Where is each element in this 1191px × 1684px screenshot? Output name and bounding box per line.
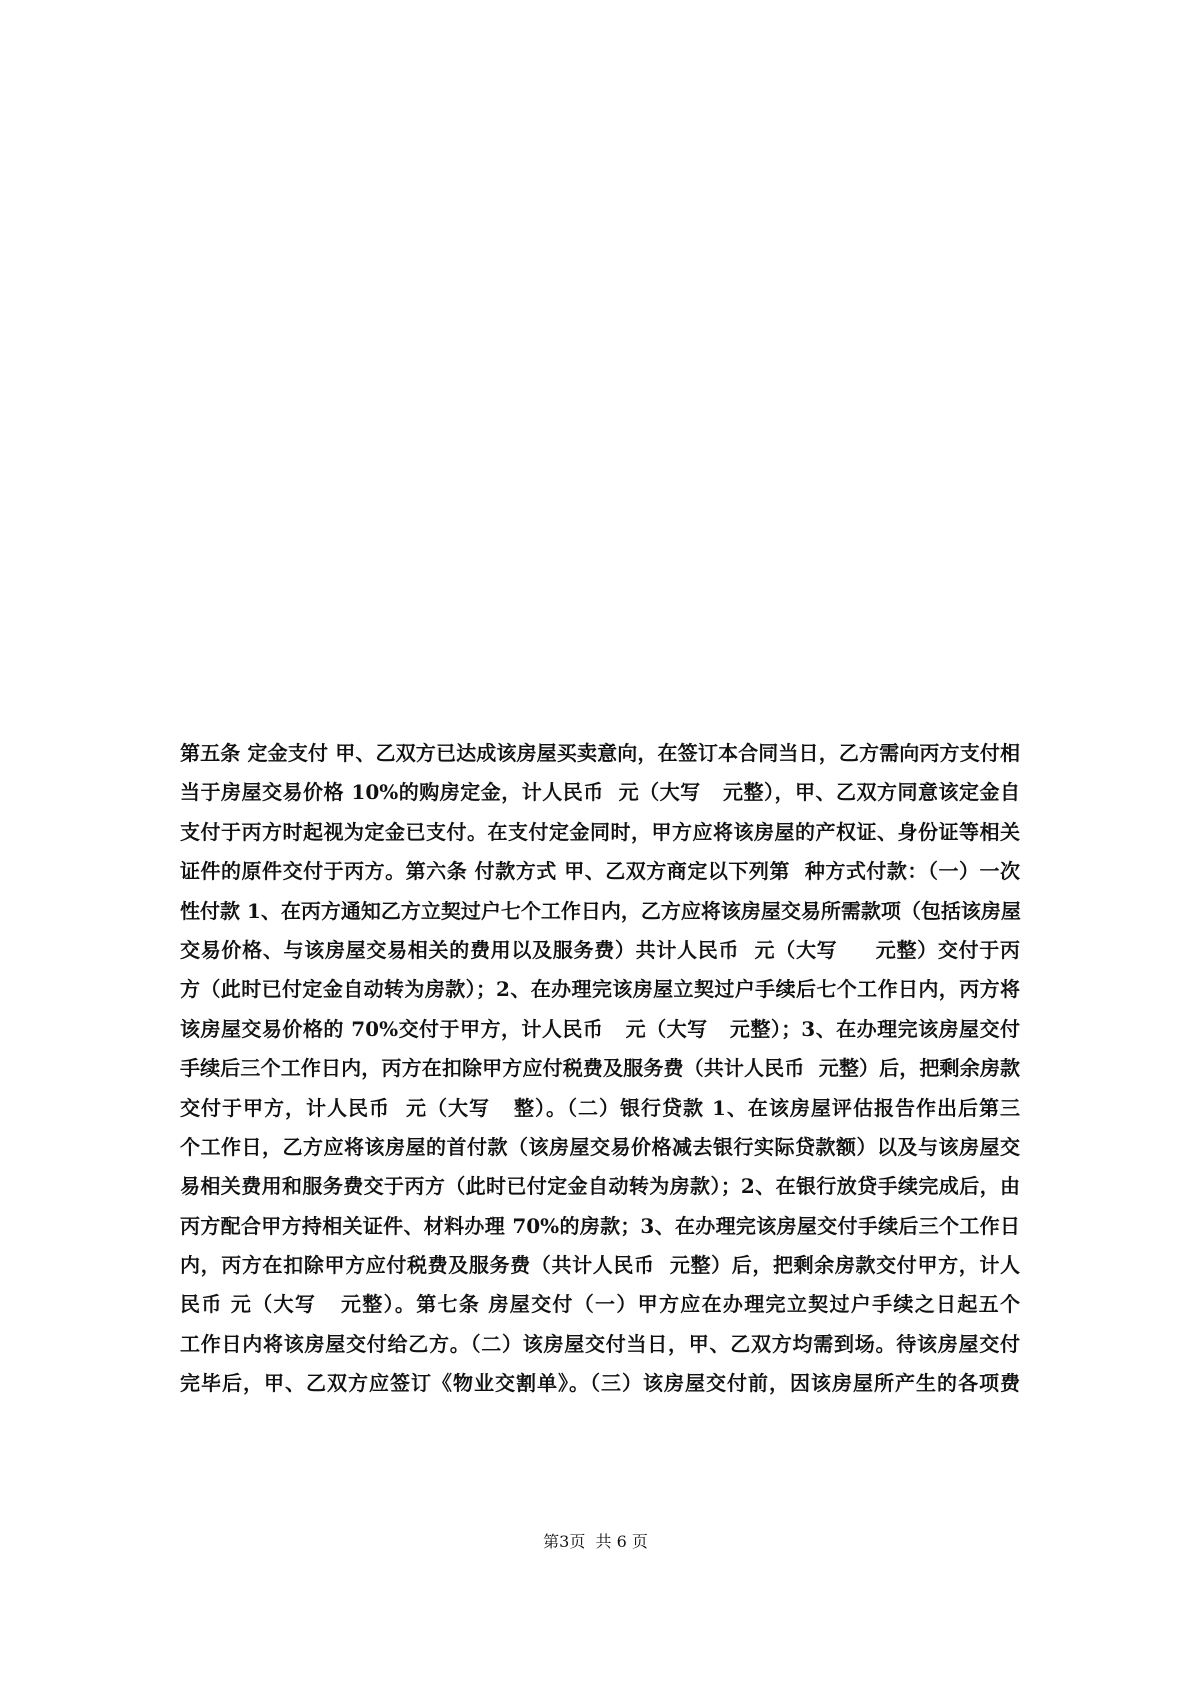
- text-line: 内，丙方在扣除甲方应付税费及服务费（共计人民币 元整）后，把剩余房款交付甲方，计人: [180, 1253, 1020, 1278]
- text-line: 支付于丙方时起视为定金已支付。在支付定金同时，甲方应将该房屋的产权证、身份证等相关: [180, 819, 1020, 844]
- text-line: 手续后三个工作日内，丙方在扣除甲方应付税费及服务费（共计人民币 元整）后，把剩余房款: [180, 1056, 1020, 1081]
- text-line: 工作日内将该房屋交付给乙方。（二）该房屋交付当日，甲、乙双方均需到场。待该房屋交付: [180, 1331, 1020, 1356]
- text-line: 易相关费用和服务费交于丙方（此时已付定金自动转为房款）；2、在银行放贷手续完成后，由: [180, 1174, 1020, 1199]
- text-line: 证件的原件交付于丙方。第六条 付款方式 甲、乙双方商定以下列第 种方式付款：（一）一次: [180, 859, 1020, 884]
- text-line: 方（此时已付定金自动转为房款）；2、在办理完该房屋立契过户手续后七个工作日内，丙方将: [180, 977, 1020, 1002]
- text-line: 交易价格、与该房屋交易相关的费用以及服务费）共计人民币 元（大写 元整）交付于丙: [180, 937, 1020, 962]
- contract-body-text: [180, 734, 1020, 1404]
- text-line: 交付于甲方，计人民币 元（大写 整）。（二）银行贷款 1、在该房屋评估报告作出后第三: [180, 1095, 1020, 1120]
- text-line: 性付款 1、在丙方通知乙方立契过户七个工作日内，乙方应将该房屋交易所需款项（包括该房屋: [180, 898, 1021, 923]
- text-line: 当于房屋交易价格 10%的购房定金，计人民币 元（大写 元整），甲、乙双方同意该定金自: [180, 780, 1020, 805]
- text-line: 丙方配合甲方持相关证件、材料办理 70%的房款；3、在办理完该房屋交付手续后三个工作日: [180, 1213, 1020, 1238]
- text-line: 个工作日，乙方应将该房屋的首付款（该房屋交易价格减去银行实际贷款额）以及与该房屋交: [180, 1134, 1020, 1159]
- text-line: 该房屋交易价格的 70%交付于甲方，计人民币 元（大写 元整）；3、在办理完该房屋交付: [180, 1016, 1020, 1041]
- text-line: 完毕后，甲、乙双方应签订《物业交割单》。（三）该房屋交付前，因该房屋所产生的各项费: [180, 1371, 1020, 1396]
- text-line: 第五条 定金支付 甲、乙双方已达成该房屋买卖意向，在签订本合同当日，乙方需向丙方支付相: [180, 741, 1020, 765]
- text-line: 民币 元（大写 元整）。第七条 房屋交付（一）甲方应在办理完立契过户手续之日起五个: [180, 1292, 1020, 1317]
- page-number-footer: 第3页 共 6 页: [543, 1532, 648, 1551]
